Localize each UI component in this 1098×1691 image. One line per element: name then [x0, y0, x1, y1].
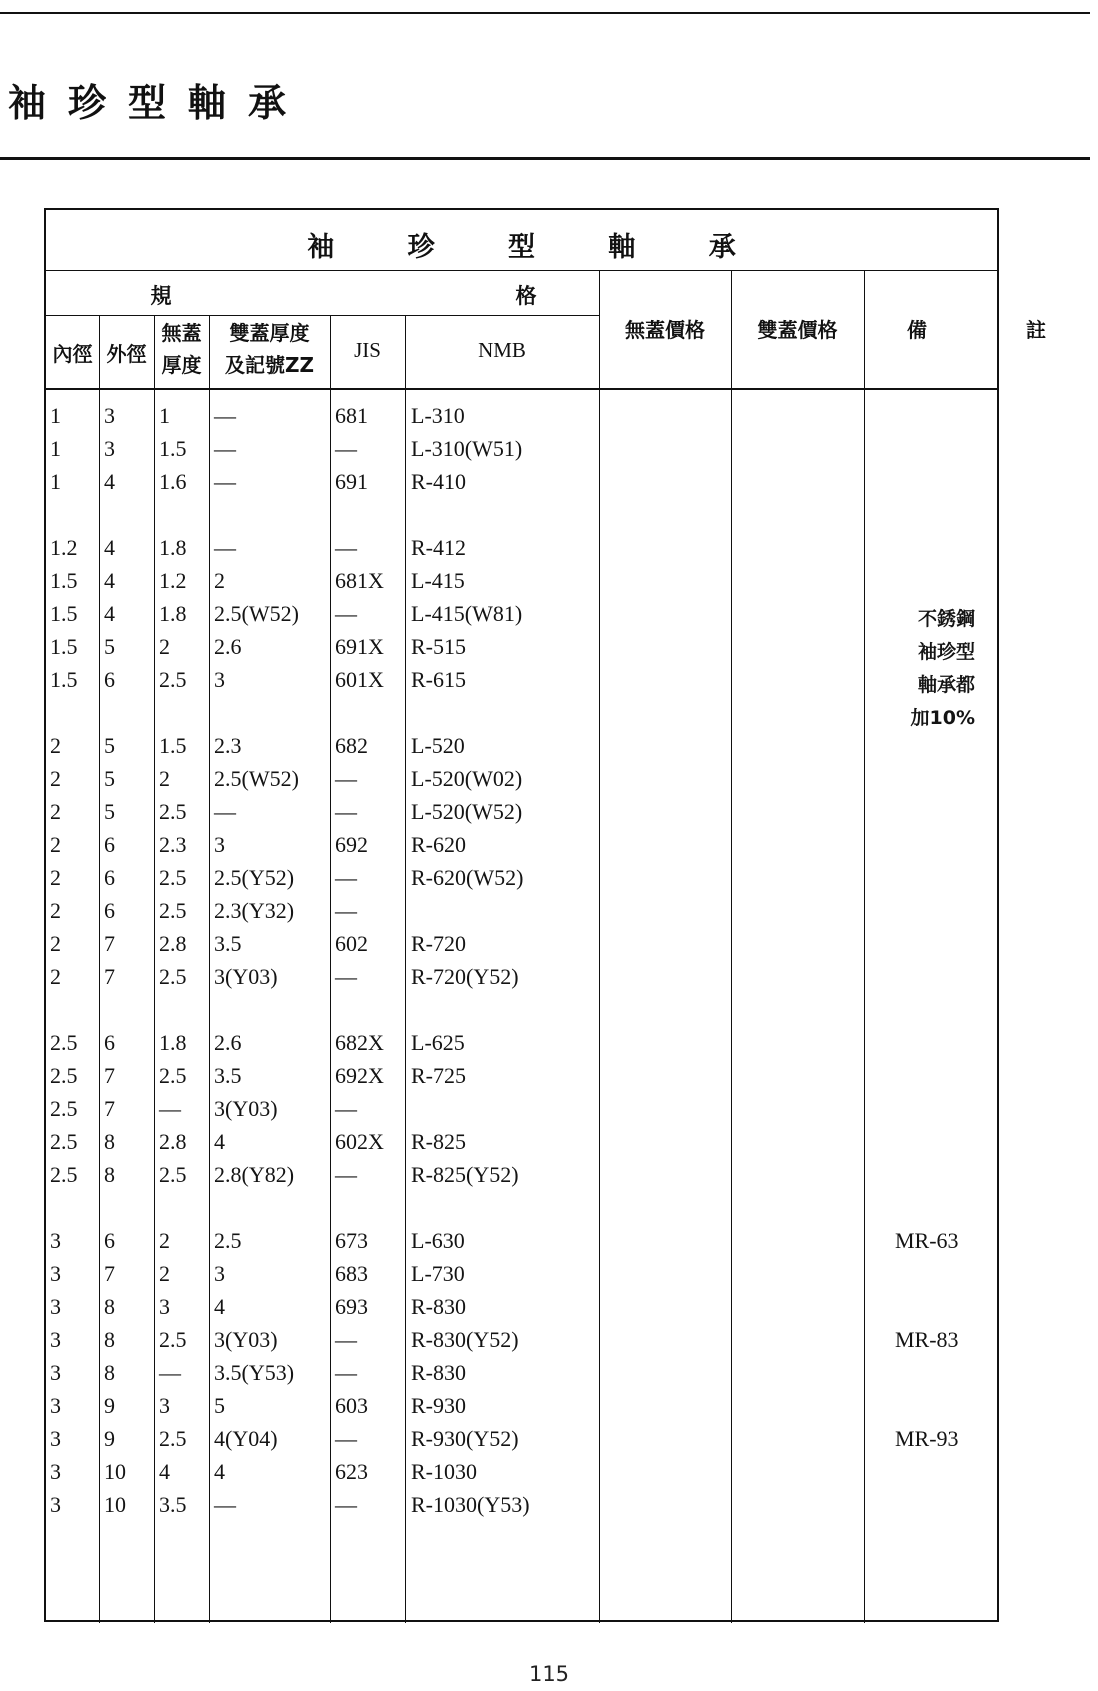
cell-jis: —	[335, 898, 357, 923]
table-row	[46, 531, 997, 564]
cell-inner-diameter: 3	[50, 1492, 61, 1517]
cell-inner-diameter: 2.5	[50, 1063, 78, 1088]
cell-nmb: R-410	[411, 469, 466, 494]
cell-inner-diameter: 3	[50, 1294, 61, 1319]
table-row	[46, 960, 997, 993]
cell-open-thickness: 1	[159, 403, 170, 428]
remark-note-line: 加10%	[910, 707, 975, 729]
cell-nmb: R-930	[411, 1393, 466, 1418]
cell-jis: 683	[335, 1261, 368, 1286]
table-row	[46, 1488, 997, 1521]
cell-inner-diameter: 1.5	[50, 667, 78, 692]
cell-open-thickness: 3.5	[159, 1492, 187, 1517]
cross-ref: MR-63	[895, 1228, 959, 1253]
cell-open-thickness: 1.6	[159, 469, 187, 494]
cell-zz-thickness: 3	[214, 667, 225, 692]
cell-jis: 602X	[335, 1129, 384, 1154]
cell-nmb: L-310(W51)	[411, 436, 523, 461]
cell-zz-thickness: 2.3(Y32)	[214, 898, 295, 923]
cell-zz-thickness: 3.5	[214, 1063, 242, 1088]
cell-zz-thickness: 3.5(Y53)	[214, 1360, 295, 1385]
header-bottom-rule	[46, 388, 997, 390]
cell-zz-thickness: —	[214, 535, 236, 560]
cross-ref: MR-93	[895, 1426, 959, 1451]
cell-outer-diameter: 6	[104, 667, 115, 692]
table-row	[46, 729, 997, 762]
cross-ref: MR-83	[895, 1327, 959, 1352]
cell-open-thickness: 2.5	[159, 1063, 187, 1088]
cell-inner-diameter: 1.5	[50, 568, 78, 593]
cell-open-thickness: 3	[159, 1393, 170, 1418]
cell-inner-diameter: 3	[50, 1228, 61, 1253]
header-open-thickness-line: 無蓋	[161, 321, 202, 345]
table-row	[46, 861, 997, 894]
cell-zz-thickness: 3	[214, 1261, 225, 1286]
cell-zz-thickness: 5	[214, 1393, 225, 1418]
cell-outer-diameter: 7	[104, 1063, 115, 1088]
title-divider	[46, 270, 997, 271]
cell-nmb: L-520	[411, 733, 465, 758]
table-row	[46, 432, 997, 465]
cell-outer-diameter: 10	[104, 1459, 126, 1484]
cell-zz-thickness: —	[214, 403, 236, 428]
cell-nmb: R-1030	[411, 1459, 477, 1484]
cell-open-thickness: 2.5	[159, 1327, 187, 1352]
cell-nmb: R-620	[411, 832, 466, 857]
cell-outer-diameter: 6	[104, 832, 115, 857]
cell-zz-thickness: —	[214, 1492, 236, 1517]
header-open-price: 無蓋價格	[625, 318, 705, 342]
cell-open-thickness: 1.5	[159, 436, 187, 461]
page-number: 115	[528, 1662, 570, 1686]
cell-jis: —	[335, 1327, 357, 1352]
cell-outer-diameter: 5	[104, 634, 115, 659]
cell-zz-thickness: 4	[214, 1459, 225, 1484]
table-row	[46, 1059, 997, 1092]
cell-outer-diameter: 4	[104, 568, 115, 593]
cell-zz-thickness: 2.6	[214, 1030, 242, 1055]
header-jis: JIS	[354, 338, 381, 362]
remark-note-line: 不銹鋼	[917, 608, 975, 630]
cell-zz-thickness: 2.3	[214, 733, 242, 758]
table-row	[46, 597, 997, 630]
cell-jis: —	[335, 436, 357, 461]
cell-zz-thickness: 2.5(W52)	[214, 601, 299, 626]
cell-open-thickness: 3	[159, 1294, 170, 1319]
cell-open-thickness: 2.8	[159, 931, 187, 956]
cell-open-thickness: 2.5	[159, 1426, 187, 1451]
header-outer-diameter: 外徑	[106, 342, 147, 366]
cell-zz-thickness: 2.8(Y82)	[214, 1162, 295, 1187]
cell-zz-thickness: 3(Y03)	[214, 1327, 278, 1352]
cell-nmb: R-515	[411, 634, 466, 659]
cell-open-thickness: 2.5	[159, 865, 187, 890]
cell-outer-diameter: 5	[104, 766, 115, 791]
cell-outer-diameter: 6	[104, 1228, 115, 1253]
cell-outer-diameter: 6	[104, 865, 115, 890]
cell-zz-thickness: 3.5	[214, 931, 242, 956]
header-remarks: 備 註	[907, 318, 1092, 342]
cell-outer-diameter: 9	[104, 1393, 115, 1418]
cell-nmb: R-412	[411, 535, 466, 560]
table-row	[46, 1158, 997, 1191]
cell-nmb: R-930(Y52)	[411, 1426, 519, 1451]
cell-jis: 682	[335, 733, 368, 758]
header-open-thickness-line: 厚度	[161, 353, 202, 377]
cell-jis: 602	[335, 931, 368, 956]
table-row	[46, 399, 997, 432]
cell-nmb: R-620(W52)	[411, 865, 524, 890]
cell-inner-diameter: 3	[50, 1327, 61, 1352]
page-title: 袖珍型軸承	[8, 81, 309, 125]
cell-zz-thickness: 2	[214, 568, 225, 593]
cell-nmb: R-825	[411, 1129, 466, 1154]
table-row	[46, 795, 997, 828]
cell-nmb: R-1030(Y53)	[411, 1492, 530, 1517]
cell-jis: 693	[335, 1294, 368, 1319]
cell-jis: 691X	[335, 634, 384, 659]
table-row	[46, 1290, 997, 1323]
cell-jis: 673	[335, 1228, 368, 1253]
cell-jis: —	[335, 1162, 357, 1187]
table-row	[46, 630, 997, 663]
cell-zz-thickness: 2.6	[214, 634, 242, 659]
cell-inner-diameter: 3	[50, 1459, 61, 1484]
cell-nmb: L-520(W02)	[411, 766, 523, 791]
cell-jis: 623	[335, 1459, 368, 1484]
cell-outer-diameter: 7	[104, 964, 115, 989]
cell-inner-diameter: 2.5	[50, 1030, 78, 1055]
table-row	[46, 465, 997, 498]
cell-outer-diameter: 7	[104, 931, 115, 956]
cell-inner-diameter: 2	[50, 832, 61, 857]
cell-inner-diameter: 3	[50, 1261, 61, 1286]
table-row	[46, 1455, 997, 1488]
cell-nmb: R-615	[411, 667, 466, 692]
table-row	[46, 762, 997, 795]
table-row	[46, 1389, 997, 1422]
table-row	[46, 1422, 997, 1455]
bearing-table	[44, 208, 1092, 1622]
spec-group-header: 格	[515, 284, 537, 308]
cell-nmb: L-730	[411, 1261, 465, 1286]
cell-jis: —	[335, 1360, 357, 1385]
table-row	[46, 1092, 997, 1125]
cell-nmb: R-830(Y52)	[411, 1327, 519, 1352]
cell-zz-thickness: 3(Y03)	[214, 1096, 278, 1121]
cell-inner-diameter: 2	[50, 964, 61, 989]
table-title: 袖 珍 型 軸 承	[307, 232, 768, 263]
cell-outer-diameter: 8	[104, 1327, 115, 1352]
cell-jis: —	[335, 1096, 357, 1121]
spec-group-header: 規	[150, 284, 172, 308]
cell-open-thickness: —	[159, 1096, 181, 1121]
cell-open-thickness: 2.5	[159, 898, 187, 923]
header-inner-diameter: 內徑	[52, 342, 93, 366]
cell-zz-thickness: —	[214, 799, 236, 824]
cell-outer-diameter: 3	[104, 403, 115, 428]
cell-outer-diameter: 7	[104, 1261, 115, 1286]
table-row	[46, 1026, 997, 1059]
cell-nmb: R-830	[411, 1294, 466, 1319]
table-row	[46, 1323, 997, 1356]
table-row	[46, 663, 997, 696]
cell-open-thickness: 2	[159, 634, 170, 659]
cell-open-thickness: —	[159, 1360, 181, 1385]
cell-jis: 601X	[335, 667, 384, 692]
cell-outer-diameter: 8	[104, 1360, 115, 1385]
cell-inner-diameter: 2	[50, 799, 61, 824]
cell-open-thickness: 1.8	[159, 601, 187, 626]
cell-inner-diameter: 1	[50, 469, 61, 494]
cell-zz-thickness: 2.5(W52)	[214, 766, 299, 791]
cell-jis: 691	[335, 469, 368, 494]
cell-outer-diameter: 8	[104, 1294, 115, 1319]
cell-outer-diameter: 3	[104, 436, 115, 461]
cell-jis: 692X	[335, 1063, 384, 1088]
table-row	[46, 1356, 997, 1389]
cell-inner-diameter: 3	[50, 1393, 61, 1418]
cell-zz-thickness: 2.5(Y52)	[214, 865, 295, 890]
table-row	[46, 894, 997, 927]
table-row	[46, 828, 997, 861]
cell-inner-diameter: 1	[50, 436, 61, 461]
cell-zz-thickness: —	[214, 436, 236, 461]
top-rule	[0, 12, 1090, 14]
cell-inner-diameter: 3	[50, 1426, 61, 1451]
cell-zz-thickness: 4	[214, 1294, 225, 1319]
cell-outer-diameter: 10	[104, 1492, 126, 1517]
cell-nmb: R-725	[411, 1063, 466, 1088]
cell-nmb: L-625	[411, 1030, 465, 1055]
cell-zz-thickness: 4	[214, 1129, 225, 1154]
cell-open-thickness: 4	[159, 1459, 170, 1484]
cell-open-thickness: 2.5	[159, 667, 187, 692]
cell-zz-thickness: 4(Y04)	[214, 1426, 278, 1451]
cell-jis: —	[335, 1426, 357, 1451]
cell-inner-diameter: 2.5	[50, 1162, 78, 1187]
cell-inner-diameter: 2.5	[50, 1129, 78, 1154]
cell-zz-thickness: —	[214, 469, 236, 494]
table-row	[46, 1125, 997, 1158]
cell-open-thickness: 2	[159, 766, 170, 791]
cell-nmb: R-720(Y52)	[411, 964, 519, 989]
cell-open-thickness: 1.5	[159, 733, 187, 758]
remark-note	[895, 603, 975, 735]
header-zz-price: 雙蓋價格	[757, 318, 838, 342]
cell-open-thickness: 1.8	[159, 1030, 187, 1055]
cell-jis: 692	[335, 832, 368, 857]
cell-open-thickness: 2.5	[159, 1162, 187, 1187]
cell-open-thickness: 1.8	[159, 535, 187, 560]
cell-open-thickness: 2	[159, 1228, 170, 1253]
cell-inner-diameter: 1	[50, 403, 61, 428]
table-row	[46, 1257, 997, 1290]
table-row	[46, 1224, 997, 1257]
cell-inner-diameter: 2	[50, 865, 61, 890]
cell-inner-diameter: 2	[50, 733, 61, 758]
remark-note-line: 軸承都	[917, 674, 975, 696]
cell-nmb: L-520(W52)	[411, 799, 523, 824]
cell-inner-diameter: 1.5	[50, 634, 78, 659]
cell-open-thickness: 2.5	[159, 799, 187, 824]
cell-nmb: R-825(Y52)	[411, 1162, 519, 1187]
cell-outer-diameter: 6	[104, 898, 115, 923]
cell-outer-diameter: 6	[104, 1030, 115, 1055]
cell-jis: —	[335, 601, 357, 626]
header-zz-thickness-line: 雙蓋厚度	[229, 321, 310, 345]
cell-nmb: L-310	[411, 403, 465, 428]
header-zz-thickness	[209, 317, 330, 381]
cell-nmb: R-830	[411, 1360, 466, 1385]
cell-inner-diameter: 1.2	[50, 535, 78, 560]
cell-jis: 603	[335, 1393, 368, 1418]
header-nmb: NMB	[478, 338, 526, 362]
spec-divider	[46, 315, 599, 316]
cell-open-thickness: 1.2	[159, 568, 187, 593]
cell-jis: —	[335, 1492, 357, 1517]
cell-outer-diameter: 4	[104, 469, 115, 494]
cell-inner-diameter: 3	[50, 1360, 61, 1385]
cell-nmb: R-720	[411, 931, 466, 956]
cell-jis: 682X	[335, 1030, 384, 1055]
cell-outer-diameter: 5	[104, 733, 115, 758]
cell-inner-diameter: 1.5	[50, 601, 78, 626]
cell-inner-diameter: 2	[50, 898, 61, 923]
cell-zz-thickness: 2.5	[214, 1228, 242, 1253]
cell-zz-thickness: 3	[214, 832, 225, 857]
cell-outer-diameter: 7	[104, 1096, 115, 1121]
cell-outer-diameter: 8	[104, 1129, 115, 1154]
cell-nmb: L-415(W81)	[411, 601, 523, 626]
cell-inner-diameter: 2	[50, 931, 61, 956]
cell-nmb: L-415	[411, 568, 465, 593]
cell-jis: —	[335, 799, 357, 824]
cell-jis: 681	[335, 403, 368, 428]
cell-open-thickness: 2.8	[159, 1129, 187, 1154]
header-zz-thickness-line: 及記號ZZ	[224, 353, 314, 377]
cell-inner-diameter: 2.5	[50, 1096, 78, 1121]
cell-outer-diameter: 4	[104, 601, 115, 626]
remark-note-line: 袖珍型	[917, 641, 975, 663]
cell-jis: —	[335, 766, 357, 791]
cell-jis: —	[335, 535, 357, 560]
cell-outer-diameter: 4	[104, 535, 115, 560]
cell-zz-thickness: 3(Y03)	[214, 964, 278, 989]
header-open-thickness	[154, 317, 209, 381]
cell-jis: —	[335, 964, 357, 989]
cell-nmb: L-630	[411, 1228, 465, 1253]
cell-outer-diameter: 9	[104, 1426, 115, 1451]
cell-outer-diameter: 8	[104, 1162, 115, 1187]
cell-open-thickness: 2.5	[159, 964, 187, 989]
table-row	[46, 927, 997, 960]
cell-jis: —	[335, 865, 357, 890]
cell-outer-diameter: 5	[104, 799, 115, 824]
cell-open-thickness: 2.3	[159, 832, 187, 857]
table-row	[46, 564, 997, 597]
cell-jis: 681X	[335, 568, 384, 593]
cell-inner-diameter: 2	[50, 766, 61, 791]
cell-open-thickness: 2	[159, 1261, 170, 1286]
header-rule	[0, 157, 1090, 160]
